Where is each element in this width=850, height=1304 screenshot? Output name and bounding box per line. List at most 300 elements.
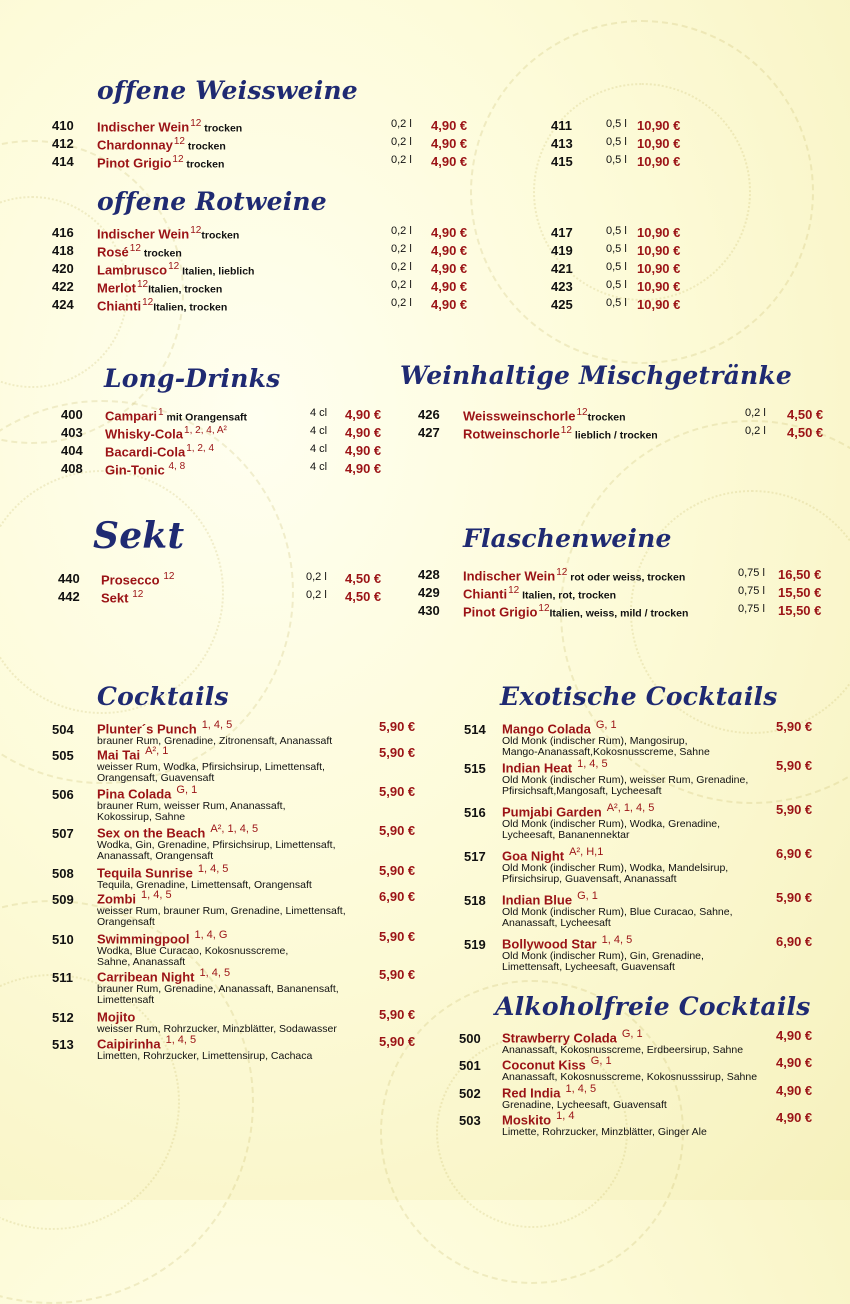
- item-price: 5,90 €: [776, 890, 813, 905]
- cocktail-header: [0, 758, 850, 775]
- item-price: 4,90 €: [776, 1110, 813, 1125]
- item-name: Plunter´s Punch: [97, 721, 197, 737]
- item-name-group: [502, 1083, 596, 1100]
- section-title-alkoholfreie-cocktails: Alkoholfreie Cocktails: [495, 992, 811, 1021]
- item-number: 410: [52, 118, 74, 133]
- item-price: 5,90 €: [379, 967, 416, 982]
- item-description-line: Ananassaft, Kokosnusscreme, Kokosnusssirup, Sahne: [502, 1071, 758, 1083]
- cocktail-item: [0, 1055, 850, 1083]
- item-price: 15,50 €: [778, 585, 822, 600]
- item-name-group: [463, 567, 685, 583]
- item-number-large: 423: [551, 279, 573, 294]
- item-number: 514: [464, 722, 486, 737]
- item-number: 429: [418, 585, 440, 600]
- item-price-large: 10,90 €: [637, 297, 681, 312]
- allergen-codes: 12: [168, 261, 180, 272]
- item-description-line: Kokossirup, Sahne: [97, 810, 186, 823]
- allergen-codes: 1, 4, 5: [601, 934, 633, 946]
- item-price: 4,90 €: [431, 136, 468, 151]
- cocktail-item: [0, 934, 850, 972]
- menu-row: [0, 603, 850, 621]
- item-description: Italien, trocken: [148, 283, 223, 296]
- item-number: 403: [61, 425, 83, 440]
- item-name-group: [502, 802, 654, 819]
- section-title-flaschenweine: Flaschenweine: [463, 524, 672, 553]
- item-number-large: 413: [551, 136, 573, 151]
- allergen-codes: 12: [129, 243, 141, 254]
- item-name: Rosé: [97, 244, 129, 260]
- item-price: 5,90 €: [379, 929, 416, 944]
- item-description-line: Limettensaft, Lycheesaft, Guavensaft: [502, 960, 675, 973]
- allergen-codes: G, 1: [176, 784, 198, 796]
- item-description-line: Grenadine, Lycheesaft, Guavensaft: [502, 1099, 667, 1111]
- item-volume: 0,2 l: [391, 225, 412, 237]
- allergen-codes: 12: [508, 585, 520, 596]
- item-number-large: 411: [551, 118, 572, 133]
- item-number: 416: [52, 225, 74, 240]
- item-description-line: Wodka, Gin, Grenadine, Pfirsichsirup, Limettensaft,: [97, 839, 336, 851]
- cocktail-header: [0, 846, 850, 863]
- section-title-long-drinks: Long-Drinks: [104, 364, 281, 393]
- allergen-codes: 12: [160, 571, 175, 582]
- item-description-line: Pfirsichsirup, Guavensaft, Ananassaft: [502, 872, 677, 885]
- cocktail-header: [0, 1110, 850, 1127]
- cocktail-item: [0, 846, 850, 884]
- item-description: Italien, trocken: [153, 301, 228, 314]
- item-name-group: [97, 261, 254, 277]
- allergen-codes: 12: [172, 154, 184, 165]
- item-volume: 0,2 l: [306, 571, 327, 583]
- item-volume-large: 0,5 l: [606, 243, 627, 255]
- item-number: 440: [58, 571, 80, 586]
- item-name-group: [97, 297, 227, 313]
- item-price: 4,90 €: [431, 154, 468, 169]
- item-volume-large: 0,5 l: [606, 136, 627, 148]
- item-price: 4,90 €: [431, 297, 468, 312]
- item-name: Rotweinschorle: [463, 426, 560, 442]
- item-volume: 0,2 l: [391, 243, 412, 255]
- allergen-codes: 1, 4, 5: [165, 1034, 197, 1046]
- cocktail-item: [0, 1028, 850, 1056]
- item-name: Lambrusco: [97, 262, 168, 278]
- cocktail-item: [0, 890, 850, 928]
- item-name: Indian Blue: [502, 892, 573, 908]
- section-title-weissweine: offene Weissweine: [97, 76, 358, 105]
- item-number: 515: [464, 761, 486, 776]
- item-name-group: [463, 407, 626, 423]
- item-price: 4,90 €: [345, 425, 382, 440]
- item-number: 513: [52, 1037, 74, 1052]
- item-name-group: [463, 425, 658, 441]
- item-volume: 0,2 l: [391, 279, 412, 291]
- item-volume: 0,2 l: [391, 297, 412, 309]
- menu-row: [0, 136, 850, 154]
- item-name: Goa Night: [502, 848, 565, 864]
- item-price: 4,90 €: [345, 443, 382, 458]
- item-price: 5,90 €: [379, 1034, 416, 1049]
- item-price-large: 10,90 €: [637, 118, 681, 133]
- menu-row: [0, 279, 850, 297]
- item-name: Sekt: [101, 590, 129, 606]
- item-number: 519: [464, 937, 486, 952]
- item-name: Tequila Sunrise: [97, 865, 193, 881]
- item-description: trocken: [183, 158, 225, 171]
- item-description: Italien, weiss, mild / trocken: [549, 607, 689, 620]
- item-name: Indischer Wein: [463, 568, 556, 584]
- menu-row: [0, 567, 850, 588]
- item-number-large: 425: [551, 297, 573, 312]
- item-number: 400: [61, 407, 83, 422]
- item-price: 4,90 €: [776, 1055, 813, 1070]
- item-price: 5,90 €: [776, 802, 813, 817]
- item-number: 503: [459, 1113, 481, 1128]
- item-price: 4,50 €: [787, 425, 824, 440]
- section-title-cocktails: Cocktails: [97, 682, 229, 711]
- allergen-codes: 1: [158, 407, 164, 418]
- item-number: 518: [464, 893, 486, 908]
- item-description: trocken: [201, 122, 243, 135]
- item-name: Bollywood Star: [502, 936, 597, 952]
- item-number-large: 417: [551, 225, 573, 240]
- item-description-line: weisser Rum, Wodka, Pfirsichsirup, Limettensaft,: [97, 761, 325, 773]
- item-number-large: 421: [551, 261, 573, 276]
- item-name-group: [97, 243, 182, 259]
- allergen-codes: 12: [129, 589, 144, 600]
- item-name: Chianti: [97, 298, 142, 314]
- item-description-line: Ananassaft, Orangensaft: [97, 849, 214, 862]
- item-name: Mango Colada: [502, 721, 591, 737]
- item-name-group: [97, 1007, 140, 1024]
- item-number: 512: [52, 1010, 74, 1025]
- item-number: 414: [52, 154, 74, 169]
- menu-row: [0, 443, 850, 461]
- allergen-codes: 1, 4, 5: [577, 758, 608, 770]
- allergen-codes: 1, 4, 5: [141, 889, 172, 901]
- allergen-codes: 12: [576, 407, 588, 418]
- item-price: 4,90 €: [776, 1083, 813, 1098]
- section-title-sekt: Sekt: [93, 515, 185, 557]
- item-name: Prosecco: [101, 572, 160, 588]
- item-name-group: [97, 136, 226, 152]
- item-number: 501: [459, 1058, 481, 1073]
- item-name-group: [502, 1055, 612, 1072]
- item-description: Italien, rot, trocken: [519, 589, 617, 602]
- allergen-codes: 4, 8: [165, 461, 186, 472]
- item-volume-large: 0,5 l: [606, 261, 627, 273]
- item-price: 5,90 €: [379, 719, 416, 734]
- item-description: mit Orangensaft: [163, 411, 248, 424]
- item-name: Strawberry Colada: [502, 1030, 617, 1046]
- item-volume: 0,75 l: [738, 567, 765, 579]
- item-volume-large: 0,5 l: [606, 297, 627, 309]
- item-description: Italien, lieblich: [179, 265, 255, 278]
- item-description-line: weisser Rum, Rohrzucker, Minzblätter, Sodawasser: [97, 1023, 337, 1035]
- allergen-codes: 1, 4, 5: [197, 863, 229, 875]
- item-volume: 0,75 l: [738, 585, 765, 597]
- allergen-codes: 12: [190, 118, 202, 129]
- menu-row: [0, 425, 850, 443]
- item-name: Merlot: [97, 280, 136, 296]
- allergen-codes: 12: [556, 567, 568, 578]
- item-description-line: Tequila, Grenadine, Limettensaft, Orangensaft: [97, 879, 312, 891]
- menu-row: [0, 585, 850, 606]
- item-name-group: [463, 603, 688, 619]
- item-price: 4,90 €: [431, 261, 468, 276]
- item-description-line: Old Monk (indischer Rum), Blue Curacao, Sahne,: [502, 906, 733, 918]
- item-volume: 0,2 l: [391, 136, 412, 148]
- item-number: 506: [52, 787, 74, 802]
- item-name: Pinot Grigio: [97, 155, 172, 171]
- item-description-line: Ananassaft, Lycheesaft: [502, 916, 611, 929]
- item-volume: 0,2 l: [391, 118, 412, 130]
- item-price: 4,90 €: [431, 279, 468, 294]
- menu-row: [0, 407, 850, 425]
- allergen-codes: 1, 4, G: [194, 929, 228, 941]
- item-description-line: Orangensaft: [97, 915, 155, 928]
- item-description-line: Orangensaft, Guavensaft: [97, 771, 215, 784]
- item-name: Mai Tai: [97, 747, 141, 763]
- item-name-group: [97, 279, 222, 295]
- item-price-large: 10,90 €: [637, 136, 681, 151]
- item-name-group: [502, 719, 617, 736]
- item-number: 507: [52, 826, 74, 841]
- item-name: Moskito: [502, 1112, 552, 1128]
- cocktail-header: [0, 1083, 850, 1100]
- item-name-group: [97, 225, 239, 241]
- item-name: Pumjabi Garden: [502, 804, 602, 820]
- allergen-codes: G, 1: [577, 890, 598, 902]
- allergen-codes: G, 1: [590, 1055, 612, 1067]
- item-name-group: [97, 154, 224, 170]
- item-name-group: [502, 758, 608, 775]
- item-volume: 0,2 l: [391, 154, 412, 166]
- item-number: 412: [52, 136, 74, 151]
- menu-row: [0, 461, 850, 479]
- cocktail-header: [0, 934, 850, 951]
- menu-row: [0, 243, 850, 261]
- allergen-codes: 1, 4: [556, 1110, 575, 1122]
- menu-row: [0, 297, 850, 315]
- item-name: Weissweinschorle: [463, 408, 576, 424]
- item-description-line: Limette, Rohrzucker, Minzblätter, Ginger Ale: [502, 1126, 707, 1138]
- allergen-codes: G, 1: [621, 1028, 643, 1040]
- item-name-group: [502, 1110, 574, 1127]
- cocktail-item: [0, 719, 850, 757]
- item-description-line: Pfirsichsaft,Mangosaft, Lycheesaft: [502, 784, 662, 797]
- item-description-line: brauner Rum, weisser Rum, Ananassaft,: [97, 800, 286, 812]
- item-description: trocken: [184, 140, 226, 153]
- allergen-codes: 12: [173, 136, 185, 147]
- item-price: 4,90 €: [431, 225, 468, 240]
- item-description-line: Old Monk (indischer Rum), weisser Rum, Grenadine,: [502, 774, 749, 786]
- allergen-codes: A², H,1: [569, 846, 604, 858]
- item-description-line: Old Monk (indischer Rum), Wodka, Mandelsirup,: [502, 862, 729, 874]
- item-name: Gin-Tonic: [105, 462, 165, 478]
- item-name: Indischer Wein: [97, 119, 190, 135]
- allergen-codes: 12: [142, 297, 154, 308]
- item-number: 422: [52, 279, 74, 294]
- item-name: Chianti: [463, 586, 508, 602]
- item-number: 418: [52, 243, 74, 258]
- item-number: 509: [52, 892, 74, 907]
- item-name: Swimmingpool: [97, 931, 190, 947]
- item-description-line: Old Monk (indischer Rum), Wodka, Grenadine,: [502, 818, 721, 830]
- item-price: 4,50 €: [787, 407, 824, 422]
- item-name: Carribean Night: [97, 969, 195, 985]
- section-title-exotische-cocktails: Exotische Cocktails: [500, 682, 778, 711]
- item-number: 511: [52, 970, 73, 985]
- item-name-group: [502, 934, 632, 951]
- cocktail-item: [0, 1083, 850, 1111]
- item-description-line: Mango-Ananassaft,Kokosnusscreme, Sahne: [502, 745, 710, 758]
- allergen-codes: 1, 4, 5: [565, 1083, 597, 1095]
- item-number: 404: [61, 443, 83, 458]
- item-number: 426: [418, 407, 440, 422]
- item-description-line: Ananassaft, Kokosnusscreme, Erdbeersirup, Sahne: [502, 1044, 744, 1056]
- section-title-mischgetraenke: Weinhaltige Mischgetränke: [400, 361, 792, 390]
- cocktail-header: [0, 890, 850, 907]
- item-number: 502: [459, 1086, 481, 1101]
- item-name: Pinot Grigio: [463, 604, 538, 620]
- item-number: 510: [52, 932, 74, 947]
- item-name-group: [502, 1028, 643, 1045]
- item-price: 4,90 €: [431, 118, 468, 133]
- item-description: trocken: [140, 247, 182, 260]
- item-number: 500: [459, 1031, 481, 1046]
- item-volume: 0,2 l: [745, 407, 766, 419]
- item-description-line: brauner Rum, Grenadine, Zitronensaft, Ananassaft: [97, 735, 333, 747]
- item-name-group: [502, 846, 603, 863]
- allergen-codes: 12: [538, 603, 550, 614]
- item-name: Campari: [105, 408, 158, 424]
- item-name: Mojito: [97, 1009, 136, 1025]
- item-name: Zombi: [97, 891, 136, 907]
- item-volume: 4 cl: [310, 425, 328, 437]
- cocktail-header: [0, 1028, 850, 1045]
- item-name-group: [97, 118, 242, 134]
- item-price: 5,90 €: [379, 1007, 416, 1022]
- item-description: trocken: [587, 411, 626, 424]
- allergen-codes: G, 1: [595, 719, 617, 731]
- item-price: 5,90 €: [379, 745, 416, 760]
- item-price-large: 10,90 €: [637, 279, 681, 294]
- item-price: 5,90 €: [776, 758, 813, 773]
- item-number: 516: [464, 805, 486, 820]
- item-volume: 0,2 l: [306, 589, 327, 601]
- item-price-large: 10,90 €: [637, 154, 681, 169]
- item-description: trocken: [201, 229, 240, 242]
- item-number: 508: [52, 866, 74, 881]
- item-price: 15,50 €: [778, 603, 822, 618]
- allergen-codes: 12: [560, 425, 572, 436]
- item-volume: 4 cl: [310, 407, 328, 419]
- allergen-codes: 1, 2, 4, A²: [184, 425, 227, 436]
- item-name: Chardonnay: [97, 137, 173, 153]
- item-volume-large: 0,5 l: [606, 154, 627, 166]
- item-description-line: Limettensaft: [97, 993, 155, 1006]
- item-price-large: 10,90 €: [637, 225, 681, 240]
- item-description-line: weisser Rum, brauner Rum, Grenadine, Limettensaft,: [97, 905, 346, 917]
- item-price: 6,90 €: [776, 934, 813, 949]
- item-name: Coconut Kiss: [502, 1057, 586, 1073]
- item-description: lieblich / trocken: [571, 429, 658, 442]
- allergen-codes: A², 1, 4, 5: [606, 802, 655, 814]
- cocktail-header: [0, 719, 850, 736]
- item-volume-large: 0,5 l: [606, 118, 627, 130]
- item-name: Red India: [502, 1085, 561, 1101]
- item-price: 5,90 €: [379, 823, 416, 838]
- allergen-codes: 12: [137, 279, 149, 290]
- item-description-line: Old Monk (indischer Rum), Gin, Grenadine,: [502, 950, 704, 962]
- item-number-large: 419: [551, 243, 573, 258]
- item-name: Pina Colada: [97, 786, 172, 802]
- allergen-codes: 1, 2, 4: [186, 443, 215, 454]
- item-description-line: brauner Rum, Grenadine, Ananassaft, Bananensaft,: [97, 983, 339, 995]
- item-volume: 4 cl: [310, 443, 328, 455]
- allergen-codes: 1, 4, 5: [199, 967, 231, 979]
- item-name: Whisky-Cola: [105, 426, 184, 442]
- allergen-codes: 1, 4, 5: [201, 719, 233, 731]
- item-price: 4,90 €: [345, 407, 382, 422]
- item-number: 505: [52, 748, 74, 763]
- item-name-group: [105, 461, 185, 477]
- item-price: 5,90 €: [379, 784, 416, 799]
- item-price: 5,90 €: [379, 863, 416, 878]
- item-number: 420: [52, 261, 74, 276]
- item-description-line: Limetten, Rohrzucker, Limettensirup, Cachaca: [97, 1050, 313, 1062]
- item-price: 16,50 €: [778, 567, 822, 582]
- item-number: 430: [418, 603, 440, 618]
- item-name-group: [105, 443, 214, 459]
- item-price-large: 10,90 €: [637, 243, 681, 258]
- item-price: 4,90 €: [345, 461, 382, 476]
- item-name: Bacardi-Cola: [105, 444, 186, 460]
- item-price: 4,90 €: [431, 243, 468, 258]
- item-description-line: Old Monk (indischer Rum), Mangosirup,: [502, 735, 688, 747]
- item-name: Indian Heat: [502, 760, 573, 776]
- item-description: rot oder weiss, trocken: [567, 571, 686, 584]
- allergen-codes: A², 1: [145, 745, 169, 757]
- item-number: 517: [464, 849, 486, 864]
- item-price: 4,50 €: [345, 571, 382, 586]
- cocktail-item: [0, 802, 850, 840]
- item-price: 4,90 €: [776, 1028, 813, 1043]
- cocktail-item: [0, 758, 850, 796]
- item-volume: 0,75 l: [738, 603, 765, 615]
- item-price-large: 10,90 €: [637, 261, 681, 276]
- item-name: Caipirinha: [97, 1036, 161, 1052]
- cocktail-header: [0, 802, 850, 819]
- item-name: Sex on the Beach: [97, 825, 206, 841]
- item-description-line: Sahne, Ananassaft: [97, 955, 186, 968]
- item-volume: 0,2 l: [745, 425, 766, 437]
- section-title-rotweine: offene Rotweine: [97, 187, 327, 216]
- item-number: 424: [52, 297, 74, 312]
- item-description-line: Lycheesaft, Bananennektar: [502, 828, 630, 841]
- menu-row: [0, 225, 850, 243]
- menu-row: [0, 154, 850, 172]
- item-number-large: 415: [551, 154, 573, 169]
- item-price: 6,90 €: [379, 889, 416, 904]
- item-number: 428: [418, 567, 440, 582]
- item-price: 5,90 €: [776, 719, 813, 734]
- item-name: Indischer Wein: [97, 226, 190, 242]
- menu-row: [0, 118, 850, 136]
- item-volume-large: 0,5 l: [606, 225, 627, 237]
- item-number: 442: [58, 589, 80, 604]
- item-volume-large: 0,5 l: [606, 279, 627, 291]
- allergen-codes: A², 1, 4, 5: [210, 823, 259, 835]
